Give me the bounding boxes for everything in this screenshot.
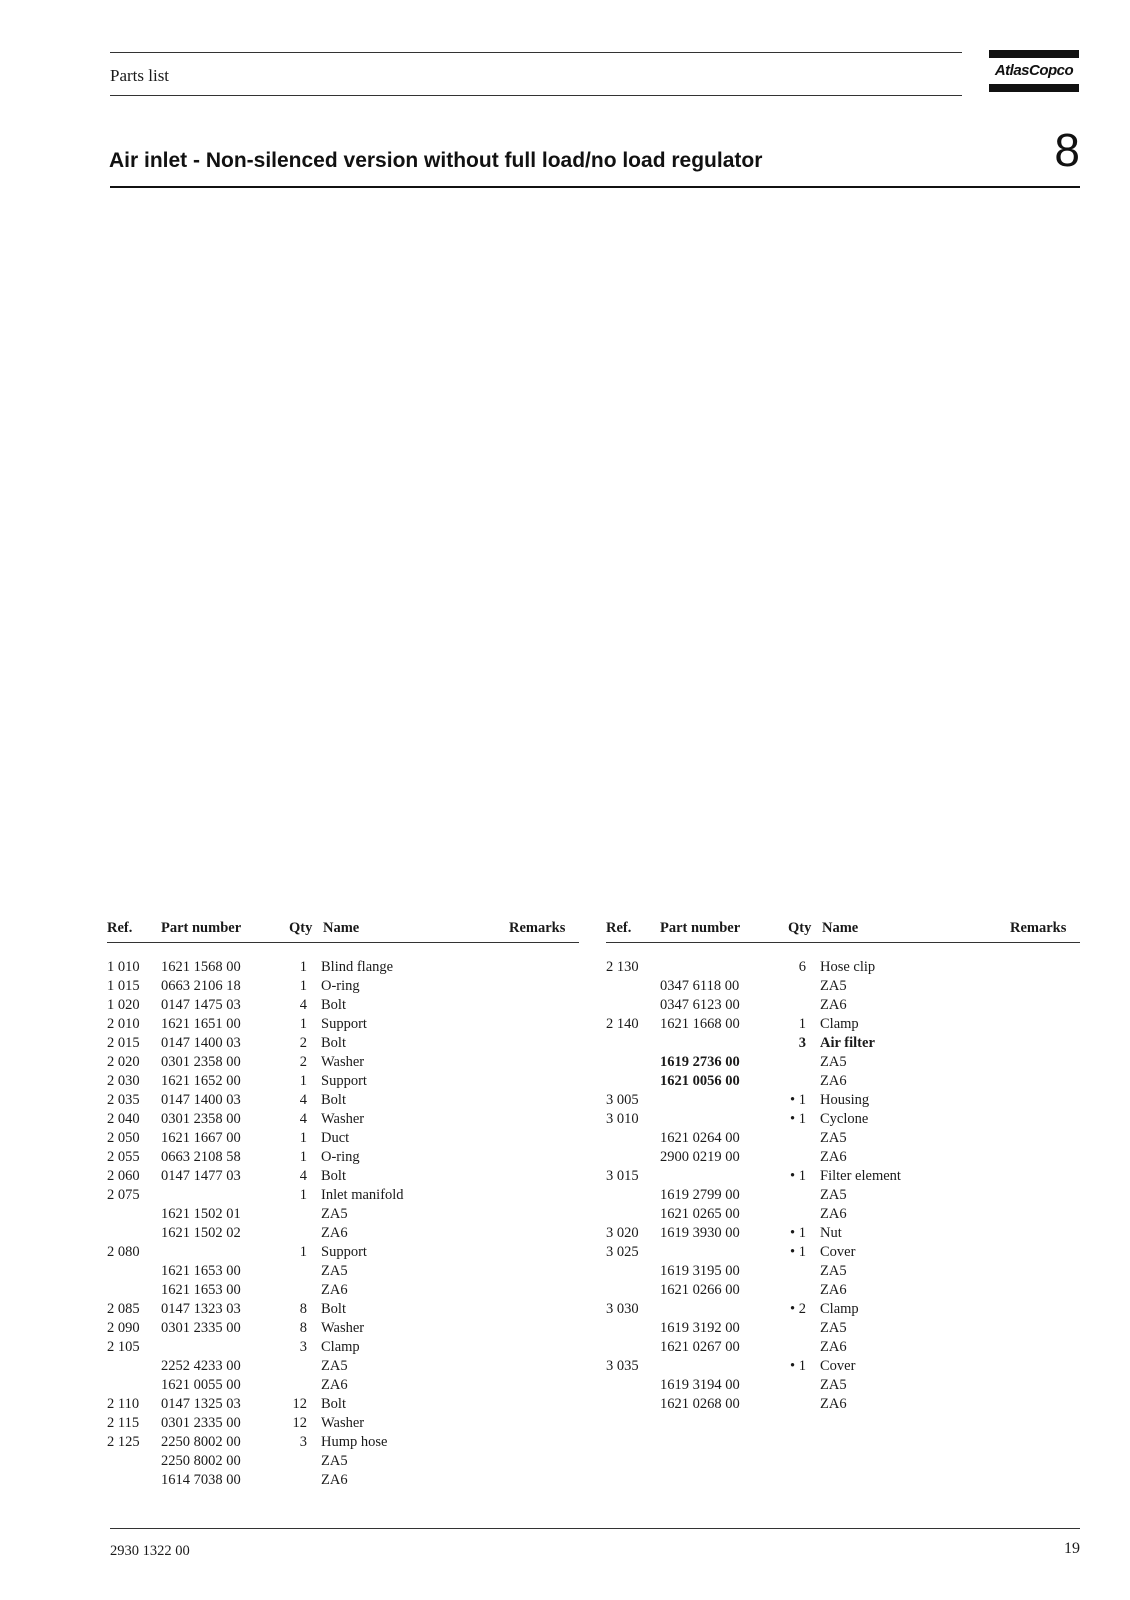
qty-cell: 4 xyxy=(299,1168,307,1184)
ref-cell: 2 090 xyxy=(107,1320,140,1336)
table-header-rule xyxy=(107,942,579,943)
ref-cell: 2 105 xyxy=(107,1339,140,1355)
ref-cell: 2 080 xyxy=(107,1244,140,1260)
part-number-cell: 0147 1400 03 xyxy=(161,1035,241,1051)
part-number-cell: 1619 2736 00 xyxy=(660,1054,740,1070)
qty-cell: 1 xyxy=(299,1130,307,1146)
part-number-cell: 1621 1502 02 xyxy=(161,1225,241,1241)
name-cell: Support xyxy=(321,1244,367,1260)
name-cell: Duct xyxy=(321,1130,350,1146)
name-cell: Air filter xyxy=(820,1035,875,1051)
qty-cell: 1 xyxy=(299,1187,307,1203)
name-cell: Washer xyxy=(321,1320,365,1336)
qty-cell: 3 xyxy=(299,1339,307,1355)
qty-cell: 2 xyxy=(299,1035,307,1051)
ref-cell: 2 010 xyxy=(107,1016,140,1032)
header-remarks: Remarks xyxy=(509,920,566,936)
name-cell: Support xyxy=(321,1073,367,1089)
part-number-cell: 0147 1477 03 xyxy=(161,1168,241,1184)
ref-cell: 3 015 xyxy=(606,1168,639,1184)
qty-cell: • 1 xyxy=(790,1358,806,1374)
qty-cell: 4 xyxy=(299,1092,307,1108)
ref-cell: 2 050 xyxy=(107,1130,140,1146)
ref-cell: 3 025 xyxy=(606,1244,639,1260)
section-label: Parts list xyxy=(110,66,170,85)
ref-cell: 2 055 xyxy=(107,1149,140,1165)
ref-cell: 3 020 xyxy=(606,1225,639,1241)
ref-cell: 2 040 xyxy=(107,1111,140,1127)
part-number-cell: 1621 1502 01 xyxy=(161,1206,241,1222)
ref-cell: 2 075 xyxy=(107,1187,140,1203)
name-cell: Hump hose xyxy=(321,1434,388,1450)
qty-cell: 1 xyxy=(299,959,307,975)
name-cell: ZA6 xyxy=(321,1282,348,1298)
name-cell: ZA5 xyxy=(321,1358,348,1374)
footer-rule xyxy=(110,1528,1080,1529)
part-number-cell: 1621 1652 00 xyxy=(161,1073,241,1089)
name-cell: Cover xyxy=(820,1358,856,1374)
ref-cell: 2 110 xyxy=(107,1396,140,1412)
name-cell: ZA6 xyxy=(820,1396,847,1412)
part-number-cell: 1621 0268 00 xyxy=(660,1396,740,1412)
part-number-cell: 1621 0265 00 xyxy=(660,1206,740,1222)
qty-cell: • 1 xyxy=(790,1092,806,1108)
header-part-number: Part number xyxy=(161,920,242,936)
part-number-cell: 2252 4233 00 xyxy=(161,1358,241,1374)
name-cell: Filter element xyxy=(820,1168,901,1184)
part-number-cell: 1621 0055 00 xyxy=(161,1377,241,1393)
ref-cell: 2 015 xyxy=(107,1035,140,1051)
logo-top-bar xyxy=(989,50,1079,58)
part-number-cell: 0347 6123 00 xyxy=(660,997,740,1013)
name-cell: ZA5 xyxy=(321,1453,348,1469)
qty-cell: 4 xyxy=(299,997,307,1013)
qty-cell: 12 xyxy=(292,1396,307,1412)
name-cell: ZA5 xyxy=(820,1320,847,1336)
ref-cell: 3 035 xyxy=(606,1358,639,1374)
qty-cell: 1 xyxy=(299,978,307,994)
name-cell: ZA5 xyxy=(820,1263,847,1279)
name-cell: Bolt xyxy=(321,1035,346,1051)
header-ref: Ref. xyxy=(107,920,133,936)
name-cell: Support xyxy=(321,1016,367,1032)
ref-cell: 2 130 xyxy=(606,959,639,975)
name-cell: ZA5 xyxy=(820,1130,847,1146)
name-cell: Bolt xyxy=(321,1168,346,1184)
header-part-number: Part number xyxy=(660,920,741,936)
name-cell: O-ring xyxy=(321,1149,360,1165)
title-rule xyxy=(110,186,1080,188)
name-cell: ZA6 xyxy=(321,1225,348,1241)
header-ref: Ref. xyxy=(606,920,632,936)
qty-cell: 1 xyxy=(299,1016,307,1032)
qty-cell: 3 xyxy=(299,1434,307,1450)
name-cell: Washer xyxy=(321,1111,365,1127)
part-number-cell: 1614 7038 00 xyxy=(161,1472,241,1488)
name-cell: ZA5 xyxy=(820,978,847,994)
name-cell: Washer xyxy=(321,1415,365,1431)
part-number-cell: 1619 2799 00 xyxy=(660,1187,740,1203)
document-number: 2930 1322 00 xyxy=(110,1543,190,1559)
qty-cell: • 1 xyxy=(790,1168,806,1184)
part-number-cell: 1621 1653 00 xyxy=(161,1263,241,1279)
name-cell: ZA6 xyxy=(820,1339,847,1355)
part-number-cell: 1619 3195 00 xyxy=(660,1263,740,1279)
name-cell: ZA6 xyxy=(820,1073,847,1089)
name-cell: Bolt xyxy=(321,1092,346,1108)
header-qty: Qty xyxy=(289,920,313,936)
header-remarks: Remarks xyxy=(1010,920,1067,936)
name-cell: ZA6 xyxy=(820,1149,847,1165)
part-number-cell: 1621 1667 00 xyxy=(161,1130,241,1146)
ref-cell: 1 010 xyxy=(107,959,140,975)
ref-cell: 2 060 xyxy=(107,1168,140,1184)
name-cell: Inlet manifold xyxy=(321,1187,404,1203)
part-number-cell: 2900 0219 00 xyxy=(660,1149,740,1165)
part-number-cell: 0347 6118 00 xyxy=(660,978,740,994)
name-cell: ZA6 xyxy=(321,1472,348,1488)
name-cell: ZA6 xyxy=(820,1282,847,1298)
name-cell: Hose clip xyxy=(820,959,876,975)
name-cell: Cyclone xyxy=(820,1111,869,1127)
part-number-cell: 1621 1651 00 xyxy=(161,1016,241,1032)
illustration-area xyxy=(110,200,1080,900)
name-cell: ZA5 xyxy=(321,1263,348,1279)
qty-cell: • 1 xyxy=(790,1244,806,1260)
page-number: 19 xyxy=(1064,1540,1080,1557)
ref-cell: 3 005 xyxy=(606,1092,639,1108)
part-number-cell: 0301 2335 00 xyxy=(161,1415,241,1431)
part-number-cell: 1621 1568 00 xyxy=(161,959,241,975)
name-cell: ZA5 xyxy=(820,1054,847,1070)
atlas-copco-logo xyxy=(989,50,1079,94)
ref-cell: 2 125 xyxy=(107,1434,140,1450)
ref-cell: 2 030 xyxy=(107,1073,140,1089)
ref-cell: 1 020 xyxy=(107,997,140,1013)
part-number-cell: 0147 1323 03 xyxy=(161,1301,241,1317)
ref-cell: 3 030 xyxy=(606,1301,639,1317)
header-name: Name xyxy=(323,920,360,936)
part-number-cell: 1621 1653 00 xyxy=(161,1282,241,1298)
name-cell: Housing xyxy=(820,1092,870,1108)
header-qty: Qty xyxy=(788,920,812,936)
name-cell: ZA6 xyxy=(820,1206,847,1222)
name-cell: O-ring xyxy=(321,978,360,994)
qty-cell: 3 xyxy=(798,1035,806,1051)
qty-cell: • 1 xyxy=(790,1225,806,1241)
name-cell: Bolt xyxy=(321,1396,346,1412)
header-bottom-rule xyxy=(110,95,962,96)
part-number-cell: 1619 3194 00 xyxy=(660,1377,740,1393)
part-number-cell: 0663 2106 18 xyxy=(161,978,241,994)
qty-cell: 8 xyxy=(299,1301,307,1317)
part-number-cell: 1621 0267 00 xyxy=(660,1339,740,1355)
part-number-cell: 1619 3930 00 xyxy=(660,1225,740,1241)
table-header-rule xyxy=(606,942,1080,943)
qty-cell: • 1 xyxy=(790,1111,806,1127)
logo-wordmark: AtlasCopco xyxy=(994,62,1074,79)
chapter-number: 8 xyxy=(1054,124,1080,176)
name-cell: Clamp xyxy=(820,1301,859,1317)
name-cell: Washer xyxy=(321,1054,365,1070)
header-top-rule xyxy=(110,52,962,53)
ref-cell: 2 115 xyxy=(107,1415,140,1431)
qty-cell: 1 xyxy=(798,1016,806,1032)
qty-cell: 6 xyxy=(798,959,806,975)
name-cell: Blind flange xyxy=(321,959,394,975)
qty-cell: 2 xyxy=(299,1054,307,1070)
part-number-cell: 1621 0266 00 xyxy=(660,1282,740,1298)
name-cell: ZA5 xyxy=(820,1377,847,1393)
name-cell: Nut xyxy=(820,1225,842,1241)
name-cell: ZA5 xyxy=(321,1206,348,1222)
part-number-cell: 0301 2358 00 xyxy=(161,1111,241,1127)
part-number-cell: 2250 8002 00 xyxy=(161,1453,241,1469)
qty-cell: 1 xyxy=(299,1149,307,1165)
name-cell: Clamp xyxy=(820,1016,859,1032)
name-cell: Bolt xyxy=(321,997,346,1013)
qty-cell: 1 xyxy=(299,1244,307,1260)
qty-cell: 8 xyxy=(299,1320,307,1336)
name-cell: Clamp xyxy=(321,1339,360,1355)
part-number-cell: 1619 3192 00 xyxy=(660,1320,740,1336)
ref-cell: 1 015 xyxy=(107,978,140,994)
part-number-cell: 1621 1668 00 xyxy=(660,1016,740,1032)
part-number-cell: 1621 0056 00 xyxy=(660,1073,740,1089)
ref-cell: 2 020 xyxy=(107,1054,140,1070)
part-number-cell: 2250 8002 00 xyxy=(161,1434,241,1450)
name-cell: ZA6 xyxy=(820,997,847,1013)
part-number-cell: 0147 1400 03 xyxy=(161,1092,241,1108)
header-name: Name xyxy=(822,920,859,936)
qty-cell: 1 xyxy=(299,1073,307,1089)
ref-cell: 2 085 xyxy=(107,1301,140,1317)
part-number-cell: 0147 1475 03 xyxy=(161,997,241,1013)
name-cell: Bolt xyxy=(321,1301,346,1317)
name-cell: Cover xyxy=(820,1244,856,1260)
name-cell: ZA5 xyxy=(820,1187,847,1203)
part-number-cell: 0663 2108 58 xyxy=(161,1149,241,1165)
qty-cell: 12 xyxy=(292,1415,307,1431)
ref-cell: 3 010 xyxy=(606,1111,639,1127)
part-number-cell: 0301 2335 00 xyxy=(161,1320,241,1336)
qty-cell: 4 xyxy=(299,1111,307,1127)
ref-cell: 2 140 xyxy=(606,1016,639,1032)
qty-cell: • 2 xyxy=(790,1301,806,1317)
name-cell: ZA6 xyxy=(321,1377,348,1393)
part-number-cell: 0147 1325 03 xyxy=(161,1396,241,1412)
part-number-cell: 1621 0264 00 xyxy=(660,1130,740,1146)
part-number-cell: 0301 2358 00 xyxy=(161,1054,241,1070)
logo-bottom-bar xyxy=(989,84,1079,92)
page-title: Air inlet - Non-silenced version without full load/no load regulator xyxy=(109,149,763,172)
ref-cell: 2 035 xyxy=(107,1092,140,1108)
